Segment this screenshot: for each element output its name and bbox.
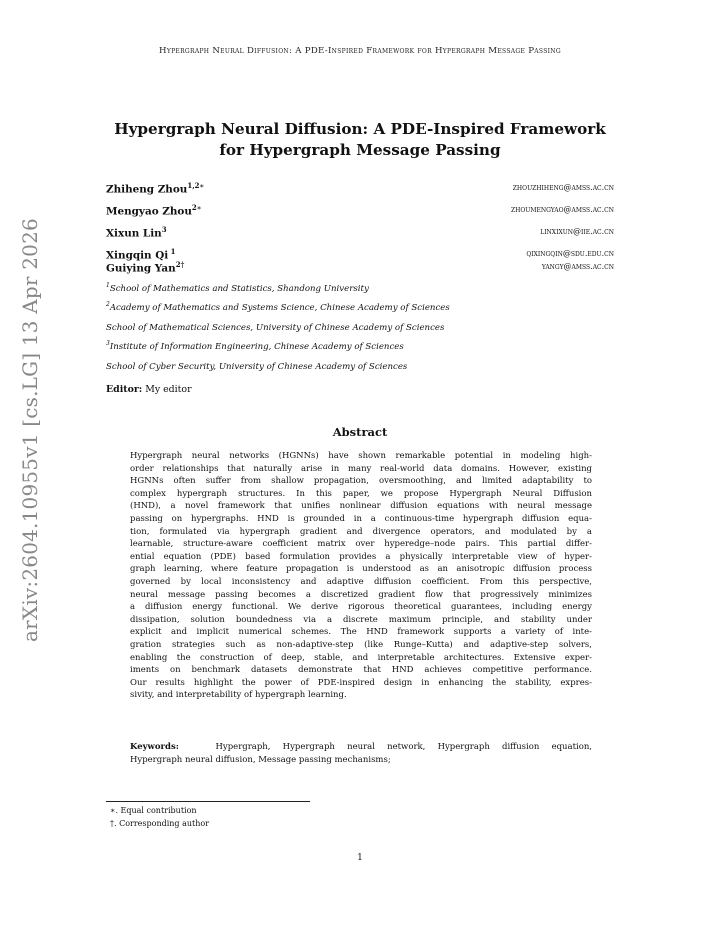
author-name: Xixun Lin$^3$ (106, 225, 167, 240)
title-line-2: for Hypergraph Message Passing (219, 141, 501, 159)
page-number: 1 (357, 853, 363, 863)
keywords-line-1: Keywords: Hypergraph, Hypergraph neural network, Hypergraph diffusion equation, (130, 742, 593, 752)
author-row (106, 225, 614, 247)
editor-value: My editor (145, 384, 192, 395)
keywords-line-2: Hypergraph neural diffusion, Message passing mechanisms; (130, 754, 391, 765)
abstract-body (130, 450, 592, 702)
abstract-line: gration strategies such as non-adaptive-step (like Runge–Kutta) and adaptive-step solvers, (130, 639, 592, 650)
arxiv-id[interactable]: arXiv:2604.10955v1 [cs.LG] 13 Apr 2026 (18, 218, 42, 642)
editor-line (106, 384, 192, 395)
affiliation: School of Cyber Security, University of Chinese Academy of Sciences (106, 361, 408, 372)
abstract-line: HGNNs often suffer from shallow propagation, oversmoothing, and limited adaptability to (130, 476, 592, 487)
abstract-heading: Abstract (332, 425, 388, 439)
author-row (106, 203, 614, 225)
abstract-line: passing on hypergraphs. HND is grounded in a continuous-time hypergraph diffusion equa- (130, 513, 592, 524)
footnote-rule (106, 801, 310, 802)
arxiv-watermark (18, 218, 42, 642)
abstract-line: complex hypergraph structures. In this paper, we propose Hypergraph Neural Diffusion (130, 488, 592, 499)
affiliation: $^2$Academy of Mathematics and Systems Science, Chinese Academy of Sciences (106, 301, 450, 314)
affiliations (106, 278, 626, 375)
running-head: Hypergraph Neural Diffusion: A PDE-Inspired Framework for Hypergraph Message Passing (159, 46, 561, 56)
author-list (106, 181, 614, 282)
affiliation: School of Mathematical Sciences, University of Chinese Academy of Sciences (106, 322, 445, 333)
affiliation: $^1$School of Mathematics and Statistics, Shandong University (106, 282, 369, 294)
author-email[interactable]: zhouzhiheng@amss.ac.cn (512, 183, 614, 192)
author-email[interactable]: zhoumengyao@amss.ac.cn (510, 205, 614, 214)
abstract-line: (HND), a novel framework that unifies nonlinear diffusion equations with neural message (130, 501, 592, 512)
editor-label: Editor: (106, 384, 143, 395)
title-line-1: Hypergraph Neural Diffusion: A PDE-Inspired Framework (114, 120, 606, 138)
abstract-line: dissipation, solution boundedness via a discrete maximum principle, and stability under (130, 614, 592, 625)
abstract-line: Hypergraph neural networks (HGNNs) have shown remarkable potential in modeling high- (130, 451, 592, 461)
abstract-line: order relationships that naturally arise in many real-world data domains. However, existing (130, 463, 592, 474)
author-name: Mengyao Zhou$^{2∗}$ (106, 203, 202, 218)
author-row (106, 181, 614, 203)
keywords (130, 741, 592, 766)
footnote: †. Corresponding author (110, 818, 210, 828)
abstract-line: Our results highlight the power of PDE-inspired design in enhancing the stability, expres- (130, 677, 592, 688)
footnotes (110, 805, 209, 830)
abstract-line: graph learning, where feature propagation is understood as an anisotropic diffusion process (130, 564, 592, 575)
abstract-line: governed by local inconsistency and adaptive diffusion coefficient. From this perspective, (130, 576, 592, 587)
abstract-line: neural message passing becomes a discretized gradient flow that progressively minimizes (130, 589, 592, 600)
abstract-line: ential equation (PDE) based formulation provides a physically interpretable view of hyper- (130, 551, 592, 562)
abstract-line: a diffusion energy functional. We derive rigorous theoretical guarantees, including energy (130, 602, 592, 613)
author-email[interactable]: qixingqin@sdu.edu.cn (526, 249, 614, 258)
footnote: ∗. Equal contribution (110, 806, 197, 815)
author-name: Guiying Yan$^{2\dagger}$ (106, 260, 185, 275)
author-email[interactable]: yangy@amss.ac.cn (541, 262, 614, 271)
author-email[interactable]: linxixun@iie.ac.cn (540, 227, 614, 236)
abstract-line: learnable, structure-aware coefficient matrix over hyperedge–node pairs. This partial differ- (130, 539, 592, 550)
keywords-label: Keywords: (130, 742, 179, 752)
paper-title (100, 119, 620, 161)
abstract-line: sivity, and interpretability of hypergraph learning. (130, 690, 347, 701)
abstract-line: enabling the construction of deep, stable, and interpretable architectures. Extensive exper- (130, 652, 592, 663)
author-row (106, 247, 614, 260)
abstract-line: iments on benchmark datasets demonstrate that HND achieves competitive performance. (130, 665, 592, 676)
affiliation: $^3$Institute of Information Engineering, Chinese Academy of Sciences (106, 340, 404, 353)
author-name: Zhiheng Zhou$^{1,2∗}$ (106, 181, 205, 196)
author-name: Xingqin Qi $^1$ (106, 247, 176, 262)
abstract-line: explicit and implicit numerical schemes. The HND framework supports a variety of inte- (130, 627, 592, 638)
abstract-line: tion, formulated via hypergraph gradient and divergence operators, and modulated by a (130, 526, 592, 537)
